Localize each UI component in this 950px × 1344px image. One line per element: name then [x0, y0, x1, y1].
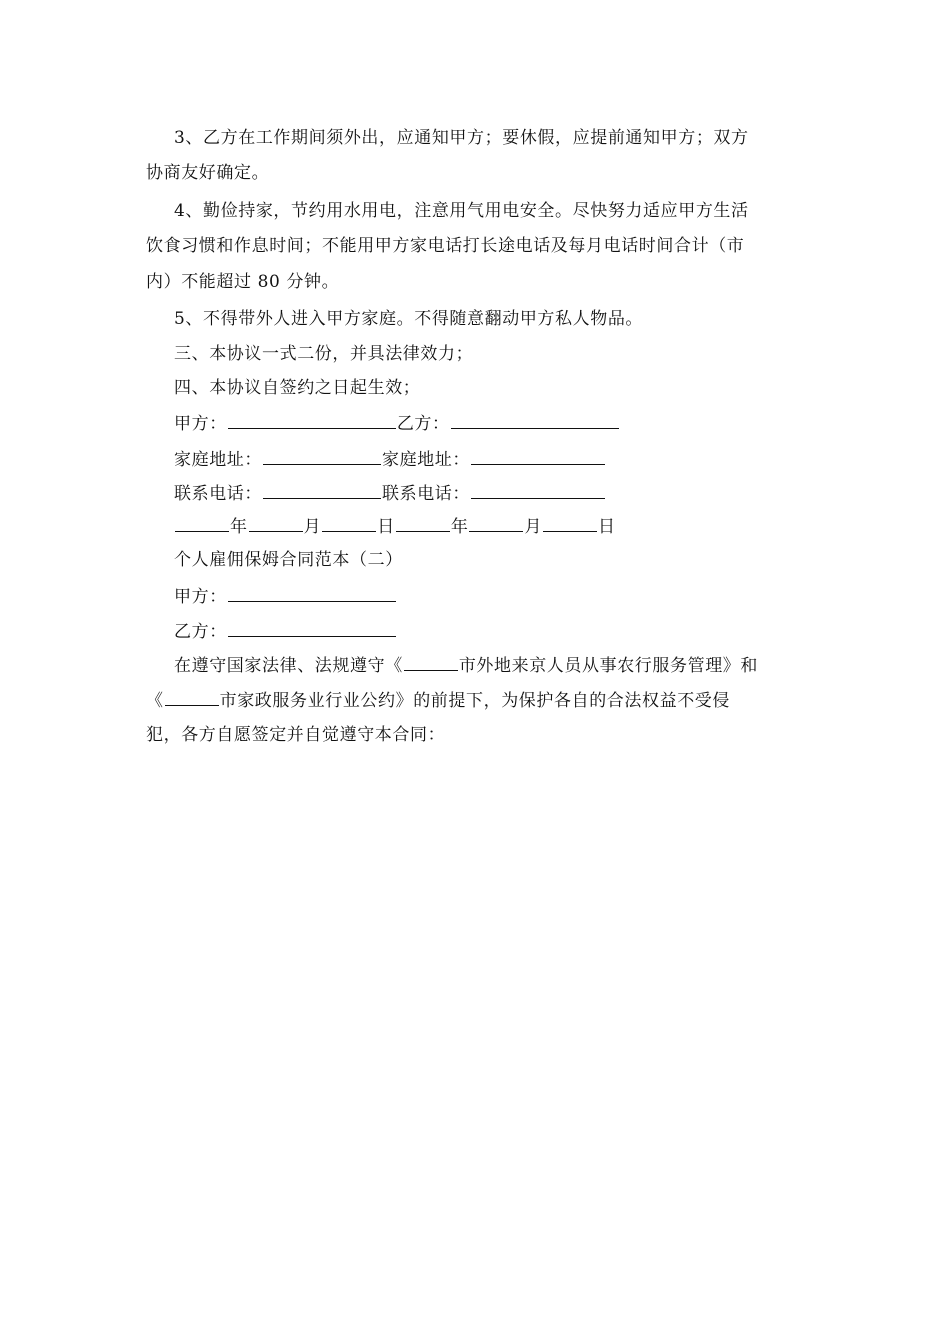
day-b-blank: [543, 513, 597, 532]
phone-b-blank: [471, 480, 605, 499]
intro-2-blank: [165, 687, 219, 706]
contract-2-party-b-label: 乙方：: [174, 622, 227, 642]
signature-address-row: [174, 446, 606, 472]
month-b-blank: [469, 513, 523, 532]
signature-party-row: [174, 410, 620, 436]
contract-2-intro-line-3: 犯，各方自愿签定并自觉遵守本合同：: [146, 725, 446, 745]
phone-a-blank: [263, 480, 381, 499]
intro-1-text-b: 市外地来京人员从事农行服务管理》和: [458, 656, 759, 676]
clause-4-line-2: 饮食习惯和作息时间；不能用甲方家电话打长途电话及每月电话时间合计（市: [146, 236, 745, 256]
day-b-label: 日: [598, 517, 616, 537]
party-b-blank: [451, 410, 619, 429]
address-a-blank: [263, 446, 381, 465]
intro-1-text-a: 在遵守国家法律、法规遵守《: [174, 656, 403, 676]
month-b-label: 月: [524, 517, 543, 537]
day-a-label: 日: [377, 517, 395, 537]
year-b-blank: [396, 513, 450, 532]
phone-a-label: 联系电话：: [174, 484, 262, 504]
party-b-label: 乙方：: [396, 414, 450, 434]
clause-5: 5、不得带外人进入甲方家庭。不得随意翻动甲方私人物品。: [174, 309, 644, 329]
party-a-blank: [228, 410, 396, 429]
contract-2-party-a-label: 甲方：: [174, 587, 227, 607]
clause-3-line-1: 3、乙方在工作期间须外出，应通知甲方；要休假，应提前通知甲方；双方: [174, 128, 749, 148]
year-a-label: 年: [230, 517, 248, 537]
intro-2-text-b: 市家政服务业行业公约》的前提下，为保护各自的合法权益不受侵: [219, 691, 731, 711]
party-a-label: 甲方：: [174, 414, 227, 434]
section-4: 四、本协议自签约之日起生效；: [174, 378, 421, 398]
contract-2-party-b-blank: [228, 618, 396, 637]
address-b-blank: [471, 446, 605, 465]
section-3: 三、本协议一式二份，并具法律效力；: [174, 344, 474, 364]
contract-2-title: 个人雇佣保姆合同范本（二）: [174, 550, 403, 570]
month-a-label: 月: [303, 517, 322, 537]
month-a-blank: [249, 513, 303, 532]
contract-2-party-b-row: [174, 618, 397, 644]
signature-phone-row: [174, 480, 606, 506]
year-b-label: 年: [450, 517, 469, 537]
signature-date-row: [174, 513, 616, 539]
year-a-blank: [175, 513, 229, 532]
address-b-label: 家庭地址：: [382, 450, 470, 470]
contract-2-intro-line-1: [174, 652, 758, 678]
contract-2-party-a-row: [174, 583, 397, 609]
day-a-blank: [322, 513, 376, 532]
clause-3-line-2: 协商友好确定。: [146, 163, 270, 183]
clause-4-line-3: 内）不能超过 80 分钟。: [146, 272, 340, 292]
contract-2-intro-line-2: [146, 687, 730, 713]
address-a-label: 家庭地址：: [174, 450, 262, 470]
clause-4-line-1: 4、勤俭持家，节约用水用电，注意用气用电安全。尽快努力适应甲方生活: [174, 201, 749, 221]
phone-b-label: 联系电话：: [382, 484, 470, 504]
contract-2-party-a-blank: [228, 583, 396, 602]
intro-1-blank: [404, 652, 458, 671]
intro-2-text-a: 《: [146, 691, 164, 711]
